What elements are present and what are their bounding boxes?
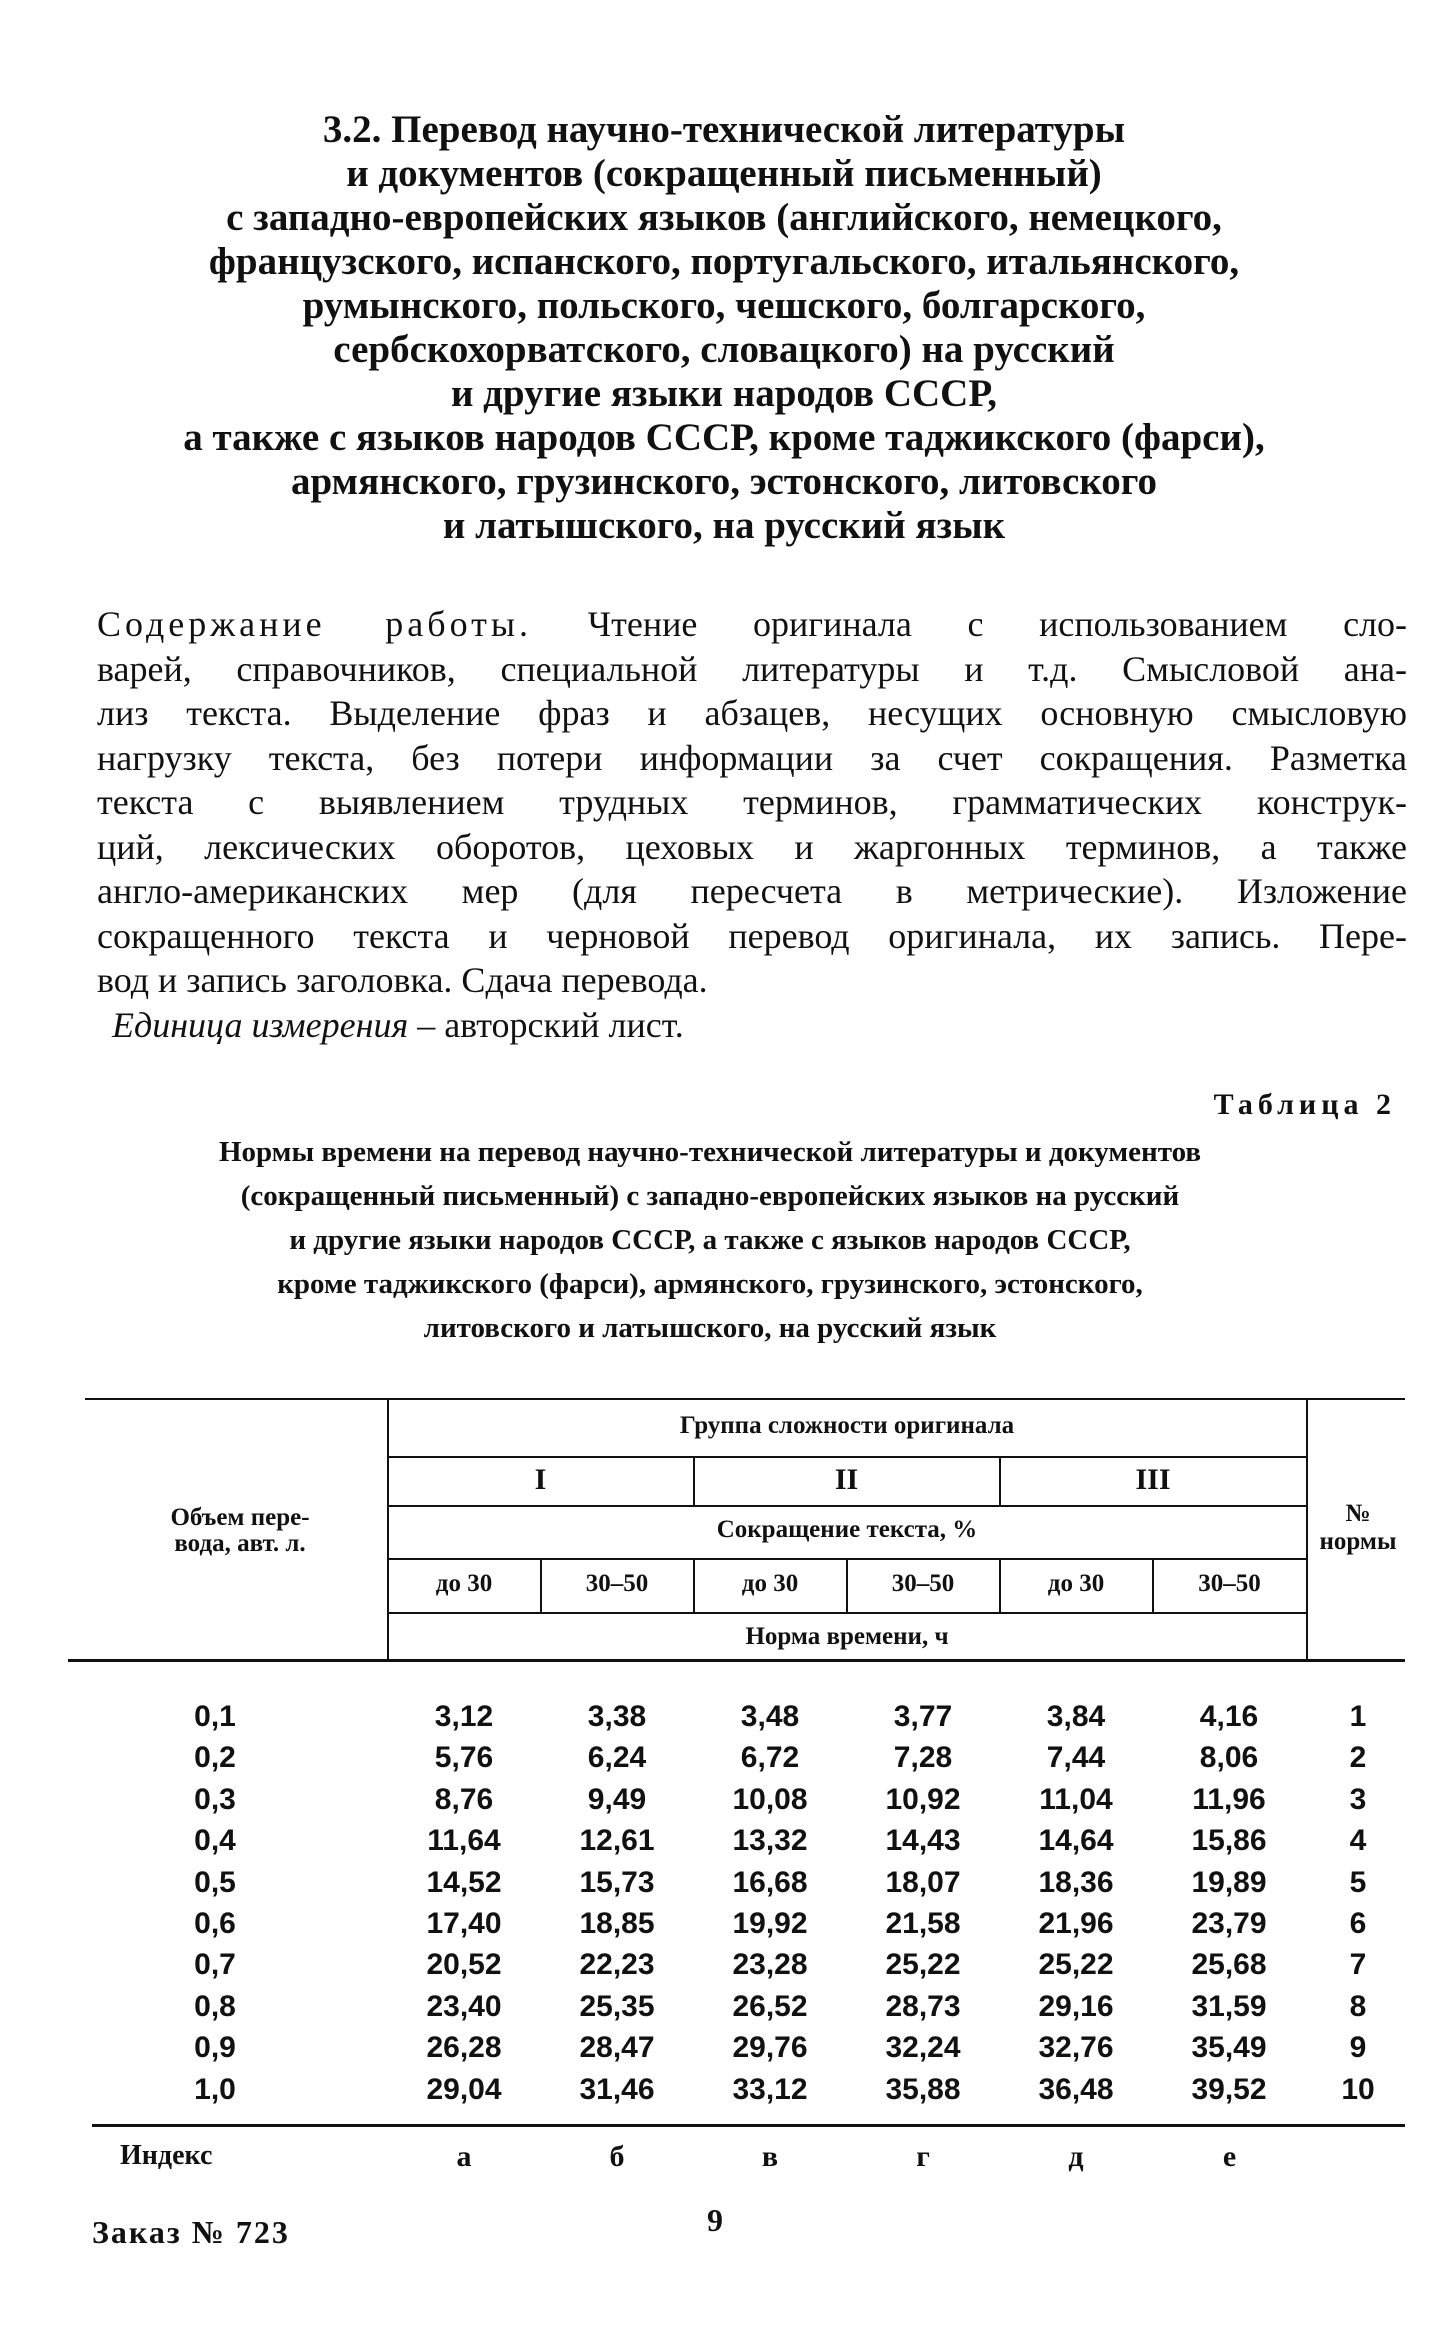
norm-time-cell: 19,92	[732, 1907, 808, 1940]
volume-cell: 1,0	[194, 2072, 236, 2106]
paragraph-line: лиз текста. Выделение фраз и абзацев, несущих основную смысловую	[97, 693, 1407, 733]
norm-number-header	[1308, 1500, 1408, 1556]
norm-time-cell: 14,52	[426, 1865, 502, 1899]
table-label: Таблица 2	[1213, 1088, 1396, 1121]
norm-time-cell: 18,36	[1038, 1865, 1114, 1899]
norm-time-cell: 19,89	[1191, 1865, 1267, 1899]
unit-value: – авторский лист.	[408, 1005, 684, 1045]
norm-time-cell: 16,68	[732, 1865, 808, 1899]
subcol-header: до 30	[1047, 1570, 1105, 1597]
table-rule	[388, 1505, 1306, 1507]
heading-line: сербскохорватского, словацкого) на русский	[333, 328, 1115, 371]
norm-time-cell: 11,96	[1192, 1782, 1266, 1816]
norm-time-cell: 3,77	[893, 1700, 953, 1733]
norm-time-header: Норма времени, ч	[745, 1623, 949, 1650]
volume-cell: 0,3	[194, 1782, 236, 1816]
norm-time-cell: 14,64	[1038, 1824, 1114, 1858]
caption-line: литовского и латышского, на русский язык	[423, 1312, 997, 1344]
subcol-header: 30–50	[585, 1570, 649, 1597]
norm-number-cell: 5	[1349, 1865, 1367, 1899]
norm-time-cell: 31,59	[1191, 1989, 1267, 2023]
norm-time-cell: 6,72	[740, 1741, 800, 1775]
volume-cell: 0,9	[194, 2031, 236, 2065]
unit-of-measure	[112, 1004, 684, 1046]
subcol-header: до 30	[435, 1570, 493, 1597]
subcol-header: 30–50	[1198, 1570, 1261, 1597]
norm-number-cell: 3	[1349, 1782, 1367, 1816]
subcol-header: до 30	[741, 1570, 799, 1597]
group-i-header: I	[534, 1463, 547, 1496]
norm-time-cell: 26,52	[732, 1989, 808, 2023]
volume-cell: 0,8	[194, 1989, 236, 2023]
index-value: а	[456, 2140, 472, 2173]
norm-time-cell: 29,16	[1038, 1989, 1114, 2023]
norm-time-cell: 32,76	[1038, 2031, 1114, 2065]
norm-number-cell: 6	[1349, 1907, 1367, 1940]
norm-time-cell: 5,76	[434, 1741, 494, 1775]
norm-time-cell: 8,76	[434, 1782, 494, 1816]
norm-time-cell: 15,73	[579, 1865, 655, 1899]
paragraph-line: нагрузку текста, без потери информации за счет сокращения. Разметка	[97, 737, 1407, 778]
paragraph-line: варей, справочников, специальной литературы и т.д. Смысловой ана-	[97, 648, 1407, 689]
index-label: Индекс	[120, 2140, 213, 2171]
norm-number-header-line: нормы	[1319, 1528, 1397, 1555]
norm-time-cell: 18,85	[579, 1907, 655, 1940]
norm-number-cell: 1	[1349, 1700, 1367, 1733]
paragraph-line: текста с выявлением трудных терминов, грамматических конструк-	[97, 782, 1407, 822]
volume-cell: 0,5	[194, 1865, 236, 1899]
norm-time-cell: 7,44	[1046, 1741, 1106, 1775]
norm-number-cell: 4	[1349, 1824, 1367, 1858]
page-number: 9	[707, 2202, 723, 2238]
norm-time-cell: 9,49	[587, 1782, 647, 1816]
volume-cell: 0,6	[194, 1907, 236, 1940]
volume-cell: 0,4	[194, 1824, 236, 1858]
norm-time-cell: 6,24	[587, 1741, 647, 1775]
norm-time-cell: 10,08	[732, 1782, 808, 1816]
norm-time-cell: 3,12	[434, 1700, 494, 1733]
norm-time-cell: 3,84	[1046, 1700, 1106, 1733]
index-value: е	[1222, 2140, 1237, 2173]
table-rule	[92, 2124, 1405, 2127]
paragraph-line: ций, лексических оборотов, цеховых и жаргонных терминов, а также	[97, 826, 1407, 867]
norm-number-cell: 7	[1349, 1948, 1367, 1982]
norm-time-cell: 20,52	[426, 1948, 502, 1982]
norm-time-cell: 35,49	[1191, 2031, 1267, 2065]
norm-time-cell: 39,52	[1191, 2072, 1267, 2106]
norm-time-cell: 29,04	[426, 2072, 502, 2106]
norm-time-cell: 25,35	[579, 1989, 655, 2023]
heading-line: и документов (сокращенный письменный)	[346, 152, 1102, 195]
caption-line: (сокращенный письменный) с западно-европейских языков на русский	[240, 1180, 1180, 1212]
norm-time-cell: 18,07	[885, 1865, 961, 1899]
norm-number-cell: 9	[1349, 2031, 1367, 2065]
work-content-paragraph	[97, 602, 1407, 1003]
caption-line: Нормы времени на перевод научно-технической литературы и документов	[218, 1136, 1202, 1168]
norm-number-cell: 8	[1349, 1989, 1367, 2023]
norm-time-cell: 3,38	[587, 1700, 647, 1733]
norm-time-cell: 12,61	[579, 1824, 655, 1858]
norm-time-cell: 23,40	[426, 1989, 502, 2023]
norm-time-cell: 23,28	[732, 1948, 808, 1982]
heading-line: 3.2. Перевод научно-технической литературы	[322, 108, 1126, 151]
index-value: д	[1068, 2140, 1084, 2173]
norm-number-cell: 2	[1349, 1741, 1367, 1775]
volume-header	[95, 1505, 385, 1557]
norm-time-cell: 8,06	[1199, 1741, 1259, 1775]
norm-time-cell: 15,86	[1191, 1824, 1267, 1858]
norm-time-cell: 25,22	[885, 1948, 961, 1982]
norm-time-cell: 21,96	[1038, 1907, 1114, 1940]
index-value: г	[916, 2140, 930, 2173]
norm-time-cell: 4,16	[1199, 1700, 1259, 1733]
table-caption	[150, 1130, 1270, 1350]
norm-time-cell: 29,76	[732, 2031, 808, 2065]
norm-time-cell: 11,04	[1039, 1782, 1113, 1816]
norm-time-cell: 17,40	[426, 1907, 502, 1940]
heading-line: а также с языков народов СССР, кроме таджикского (фарси),	[183, 416, 1265, 459]
paragraph-text: Чтение оригинала с использованием сло-	[532, 604, 1407, 644]
norm-time-cell: 35,88	[885, 2072, 961, 2106]
norm-time-cell: 22,23	[579, 1948, 655, 1982]
norm-time-cell: 10,92	[885, 1782, 961, 1816]
paragraph-line: англо-американских мер (для пересчета в метрические). Изложение	[97, 871, 1407, 911]
unit-label: Единица измерения	[112, 1005, 409, 1045]
norm-time-cell: 33,12	[732, 2072, 808, 2106]
table-rule	[388, 1456, 1306, 1458]
volume-cell: 0,7	[194, 1948, 236, 1982]
norm-time-cell: 3,48	[740, 1700, 800, 1733]
group-ii-header: II	[834, 1463, 859, 1496]
reduction-header: Сокращение текста, %	[716, 1516, 978, 1543]
order-number: Заказ № 723	[92, 2214, 290, 2250]
norm-time-cell: 36,48	[1038, 2072, 1114, 2106]
table-rule	[85, 1398, 1405, 1400]
volume-cell: 0,2	[194, 1741, 236, 1775]
norm-time-cell: 28,47	[579, 2031, 655, 2065]
heading-line: армянского, грузинского, эстонского, литовского	[290, 460, 1158, 503]
caption-line: и другие языки народов СССР, а также с языков народов СССР,	[289, 1224, 1131, 1256]
norm-number-header-line: №	[1345, 1500, 1371, 1527]
group-iii-header: III	[1135, 1463, 1171, 1496]
subcol-header: 30–50	[891, 1570, 955, 1597]
heading-line: с западно-европейских языков (английского, немецкого,	[226, 196, 1222, 239]
heading-line: и другие языки народов СССР,	[450, 372, 998, 415]
index-value: б	[609, 2140, 625, 2173]
norm-time-cell: 14,43	[885, 1824, 961, 1858]
norm-time-cell: 25,68	[1191, 1948, 1267, 1982]
norm-time-cell: 26,28	[426, 2031, 502, 2065]
heading-line: румынского, польского, чешского, болгарского,	[302, 284, 1146, 327]
norm-time-cell: 13,32	[732, 1824, 808, 1858]
norm-time-cell: 32,24	[885, 2031, 961, 2065]
caption-line: кроме таджикского (фарси), армянского, грузинского, эстонского,	[277, 1268, 1143, 1300]
table-rule	[68, 1659, 1405, 1662]
norm-time-cell: 7,28	[893, 1741, 953, 1775]
paragraph-line	[97, 602, 1407, 647]
heading-line: и латышского, на русский язык	[442, 504, 1006, 547]
index-value: в	[761, 2140, 779, 2173]
section-heading	[120, 108, 1328, 548]
norm-time-cell: 25,22	[1038, 1948, 1114, 1982]
work-content-label: Содержание работы.	[97, 604, 533, 644]
volume-cell: 0,1	[194, 1700, 236, 1733]
volume-header-line: Объем пере-	[170, 1504, 310, 1531]
norm-time-cell: 21,58	[885, 1907, 961, 1940]
norm-time-cell: 23,79	[1191, 1907, 1267, 1940]
heading-line: французского, испанского, португальского, итальянского,	[208, 240, 1240, 283]
norm-time-cell: 31,46	[579, 2072, 655, 2106]
paragraph-line: вод и запись заголовка. Сдача перевода.	[97, 960, 708, 1000]
volume-header-line: вода, авт. л.	[174, 1530, 306, 1557]
norm-time-cell: 28,73	[885, 1989, 961, 2023]
group-header: Группа сложности оригинала	[679, 1412, 1015, 1439]
norm-number-cell: 10	[1341, 2072, 1375, 2106]
norm-time-cell: 11,64	[427, 1824, 501, 1858]
paragraph-line: сокращенного текста и черновой перевод оригинала, их запись. Пере-	[97, 915, 1407, 956]
